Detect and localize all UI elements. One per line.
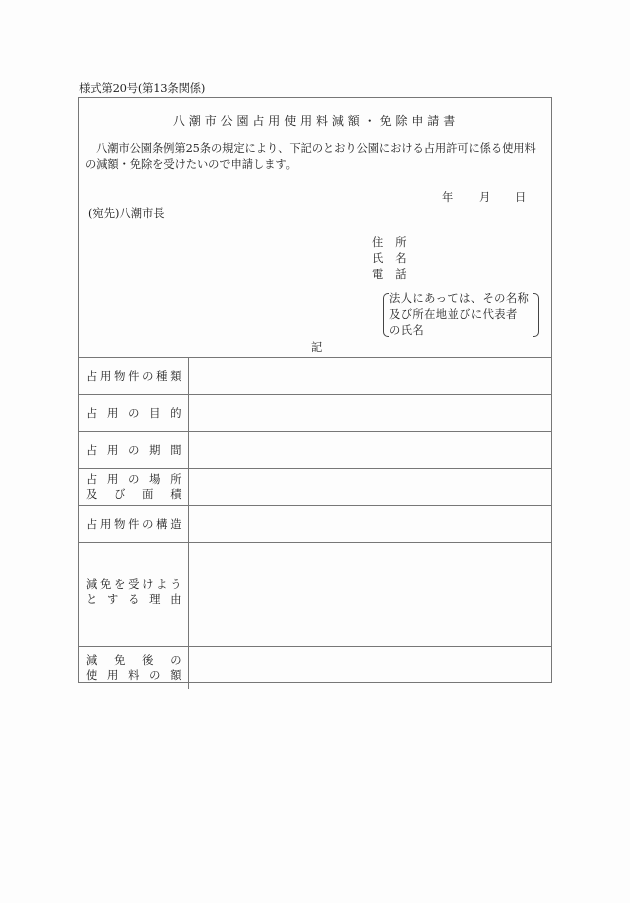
name-label: 氏名 (372, 252, 419, 265)
form-title: 八潮市公園占用使用料減額・免除申請書 (172, 114, 460, 128)
label-char: 受 (128, 577, 140, 591)
label-line (86, 472, 182, 487)
details-table (78, 357, 552, 689)
label-char: と (86, 592, 98, 606)
label-char: 件 (128, 369, 140, 383)
reduction-reason-label (78, 543, 188, 647)
request-paragraph-line-2: の減額・免除を受けたいので申請します。 (85, 158, 297, 171)
label-char: 間 (170, 443, 182, 457)
label-line (86, 517, 182, 532)
label-char: 料 (128, 669, 140, 682)
label-char: 面 (142, 488, 154, 501)
table-row (78, 358, 552, 395)
label-char: う (170, 577, 182, 591)
fee-after-reduction-label (78, 647, 188, 690)
label-char: 額 (170, 669, 182, 682)
label-char: け (142, 577, 154, 591)
corporate-note (383, 291, 539, 337)
corporate-note-line-3: の氏名 (389, 324, 425, 337)
label-char: の (149, 669, 161, 682)
table-row (78, 469, 552, 506)
label-char: 占 (86, 443, 98, 457)
label-char: の (142, 369, 154, 383)
label-char: 積 (170, 488, 182, 501)
label-char: 減 (86, 654, 98, 667)
label-char: 用 (107, 443, 119, 457)
label-char: 後 (142, 654, 154, 667)
label-char: 用 (107, 406, 119, 420)
label-char: 用 (107, 669, 119, 682)
table-row (78, 543, 552, 647)
label-line (86, 577, 182, 592)
occupancy-purpose-label (78, 395, 188, 432)
label-char: 用 (100, 369, 112, 383)
label-char: の (128, 473, 140, 486)
application-form (78, 97, 552, 683)
label-char: 由 (170, 592, 182, 606)
label-char: 期 (149, 443, 161, 457)
label-char: 類 (170, 369, 182, 383)
label-char: 用 (100, 517, 112, 531)
label-line (86, 653, 182, 668)
label-char: 占 (86, 406, 98, 420)
occupancy-location-area-label (78, 469, 188, 506)
occupancy-item-structure-value-field[interactable] (188, 506, 552, 543)
label-char: す (107, 592, 119, 606)
table-row (78, 647, 552, 690)
label-char: 種 (156, 369, 168, 383)
table-row (78, 395, 552, 432)
label-char: 占 (86, 517, 98, 531)
occupancy-item-type-value-field[interactable] (188, 358, 552, 395)
label-char: 物 (114, 369, 126, 383)
fee-after-reduction-value-field[interactable] (188, 647, 552, 690)
label-char: 占 (86, 473, 98, 486)
label-char: 構 (156, 517, 168, 531)
occupancy-period-label (78, 432, 188, 469)
label-line (86, 369, 182, 384)
label-char: 場 (149, 473, 161, 486)
label-line (86, 406, 182, 421)
right-bracket (533, 293, 539, 337)
label-char: 使 (86, 669, 98, 682)
occupancy-item-structure-label (78, 506, 188, 543)
date-day-label: 日 (515, 191, 527, 204)
address-label: 住所 (372, 236, 419, 249)
corporate-note-line-2: 及び所在地並びに代表者 (389, 308, 518, 321)
label-line (86, 668, 182, 683)
label-char: 物 (114, 517, 126, 531)
label-char: 減 (86, 577, 98, 591)
occupancy-period-value-field[interactable] (188, 432, 552, 469)
label-char: び (114, 488, 126, 501)
label-char: の (170, 654, 182, 667)
occupancy-item-type-label (78, 358, 188, 395)
table-row (78, 432, 552, 469)
label-char: 所 (170, 473, 182, 486)
label-char: 及 (86, 488, 98, 501)
date-year-label: 年 (442, 191, 454, 204)
ki-heading: 記 (311, 341, 323, 354)
label-char: 件 (128, 517, 140, 531)
label-char: 占 (86, 369, 98, 383)
label-char: の (128, 406, 140, 420)
corporate-note-line-1: 法人にあっては、その名称 (389, 292, 530, 305)
date-month-label: 月 (479, 191, 491, 204)
label-char: の (128, 443, 140, 457)
table-row (78, 506, 552, 543)
phone-label: 電話 (372, 268, 419, 281)
label-line (86, 443, 182, 458)
label-char: よ (156, 577, 168, 591)
request-paragraph (85, 141, 547, 173)
occupancy-location-area-value-field[interactable] (188, 469, 552, 506)
reduction-reason-value-field[interactable] (188, 543, 552, 647)
label-char: を (114, 577, 126, 591)
occupancy-purpose-value-field[interactable] (188, 395, 552, 432)
request-paragraph-line-1: 八潮市公園条例第25条の規定により、下記のとおり公園における占用許可に係る使用料 (96, 142, 536, 155)
addressee: (宛先)八潮市長 (88, 207, 165, 220)
label-char: 用 (107, 473, 119, 486)
form-id: 様式第20号(第13条関係) (79, 81, 206, 95)
label-line (86, 487, 182, 502)
label-char: 免 (100, 577, 112, 591)
label-char: 目 (149, 406, 161, 420)
label-char: の (142, 517, 154, 531)
label-line (86, 592, 182, 607)
label-char: 的 (170, 406, 182, 420)
label-char: る (128, 592, 140, 606)
label-char: 理 (149, 592, 161, 606)
label-char: 免 (114, 654, 126, 667)
label-char: 造 (170, 517, 182, 531)
